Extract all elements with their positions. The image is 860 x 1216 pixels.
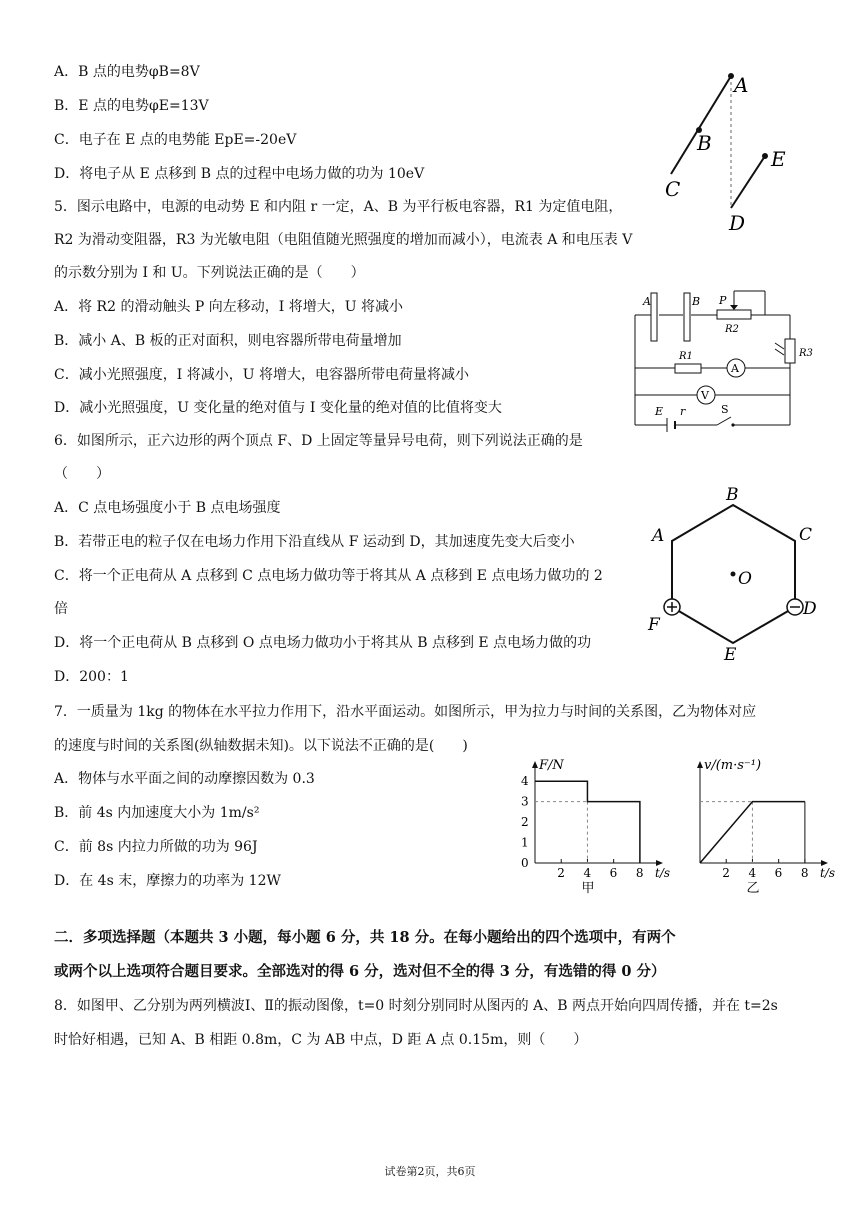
- label-c: C: [665, 177, 681, 201]
- chart-force-time: [515, 755, 675, 895]
- q5-option-a: A．将 R2 的滑动触头 P 向左移动，I 将增大，U 将减小: [54, 299, 404, 315]
- label-s: S: [721, 403, 729, 416]
- section-2-heading-line1: 二．多项选择题（本题共 3 小题，每小题 6 分，共 18 分。在每小题给出的四个选项中，有两个: [54, 929, 676, 946]
- label-e: E: [724, 645, 737, 665]
- q7-stem-2: 的速度与时间的关系图(纵轴数据未知)。以下说法不正确的是( ): [54, 738, 468, 754]
- q6-hexagon-figure: [640, 478, 830, 668]
- label-voltmeter: V: [701, 389, 709, 402]
- q7-option-b: B．前 4s 内加速度大小为 1m/s²: [54, 805, 260, 821]
- q6-option-b: B．若带正电的粒子仅在电场力作用下沿直线从 F 运动到 D，其加速度先变大后变小: [54, 534, 575, 550]
- q6-stem-1: 6．如图所示，正六边形的两个顶点 F、D 上固定等量异号电荷，则下列说法正确的是: [54, 433, 583, 449]
- x-tick-label: 8: [800, 866, 809, 880]
- q7-stem-1: 7．一质量为 1kg 的物体在水平拉力作用下，沿水平面运动。如图所示，甲为拉力与时间的关系图，乙为物体对应: [54, 704, 757, 720]
- x-tick-label: 6: [609, 866, 618, 880]
- resistor-r2: [717, 310, 751, 319]
- q4-option-d: D．将电子从 E 点移到 B 点的过程中电场力做的功为 10eV: [54, 166, 425, 182]
- q5-stem-2: R2 为滑动变阻器，R3 为光敏电阻（电阻值随光照强度的增加而减小），电流表 A 和电压表 V: [54, 232, 633, 248]
- chart-caption: 甲: [581, 881, 595, 895]
- label-d: D: [729, 211, 746, 235]
- label-r2: R2: [725, 324, 739, 335]
- q4-option-b: B．E 点的电势φE=13V: [54, 98, 209, 114]
- label-r1: R1: [679, 351, 693, 362]
- section-2-heading-line2: 或两个以上选项符合题目要求。全部选对的得 6 分，选对但不全的得 3 分，有选错的得 0 分）: [54, 963, 666, 980]
- q8-stem-1: 8．如图甲、乙分别为两列横波Ⅰ、Ⅱ的振动图像，t=0 时刻分别同时从图丙的 A、B 两点开始向四周传播，并在 t=2s: [54, 998, 778, 1014]
- y-tick-label: 3: [521, 794, 529, 809]
- q6-extra-option: D．200：1: [54, 669, 129, 685]
- label-r3: R3: [799, 348, 813, 359]
- y-tick-label: 1: [521, 835, 529, 850]
- q7-option-a: A．物体与水平面之间的动摩擦因数为 0.3: [54, 771, 315, 787]
- y-axis-arrow-icon: [697, 761, 703, 768]
- x-tick-label: 8: [635, 866, 644, 880]
- resistor-r3: [785, 339, 795, 363]
- label-a: A: [652, 526, 665, 546]
- y-axis-arrow-icon: [532, 761, 538, 768]
- y-axis-label: v/(m·s⁻¹): [704, 758, 762, 773]
- q7-option-c: C．前 8s 内拉力所做的功为 96J: [54, 839, 258, 855]
- q4-option-a: A．B 点的电势φB=8V: [54, 64, 200, 80]
- switch-icon: [717, 417, 731, 425]
- label-b: B: [697, 131, 712, 155]
- y-tick-label: 2: [521, 815, 529, 830]
- q6-option-a: A．C 点电场强度小于 B 点电场强度: [54, 500, 281, 516]
- label-e: E: [771, 147, 786, 171]
- q6-option-d: D．将一个正电荷从 B 点移到 O 点电场力做功小于将其从 B 点移到 E 点电场力做的功: [54, 635, 592, 651]
- label-e: E: [655, 405, 664, 418]
- capacitor-plate-b: [684, 293, 690, 341]
- x-tick-label: 6: [774, 866, 783, 880]
- line-de: [731, 156, 765, 208]
- q5-option-c: C．减小光照强度，I 将减小，U 将增大，电容器所带电荷量将减小: [54, 367, 469, 383]
- point-o: [731, 572, 736, 577]
- y-axis-label: F/N: [539, 758, 564, 773]
- light-arrow-icon: [775, 343, 784, 349]
- q4-figure: [655, 62, 795, 242]
- page-footer: 试卷第2页，共6页: [384, 1165, 476, 1178]
- q6-option-c-line2: 倍: [54, 601, 68, 617]
- chart-velocity-time: [680, 755, 835, 895]
- slider-arrow-icon: [730, 305, 738, 310]
- label-plate-a: A: [643, 295, 651, 308]
- q4-option-c: C．电子在 E 点的电势能 EpE=-20eV: [54, 132, 297, 148]
- q6-stem-2: （ ）: [54, 466, 110, 482]
- label-plate-b: B: [692, 295, 701, 308]
- resistor-r1: [675, 364, 701, 373]
- q5-stem-3: 的示数分别为 I 和 U。下列说法正确的是（ ）: [54, 265, 365, 281]
- label-d: D: [803, 599, 817, 619]
- label-a: A: [734, 73, 749, 97]
- capacitor-plate-a: [651, 293, 657, 341]
- line-ac: [671, 76, 731, 174]
- label-o: O: [738, 569, 752, 589]
- label-b: B: [726, 485, 739, 505]
- x-axis-label: t/s: [655, 866, 671, 880]
- label-f: F: [648, 615, 660, 635]
- label-p: P: [719, 294, 727, 307]
- x-tick-label: 4: [583, 866, 592, 880]
- x-tick-label: 4: [748, 866, 757, 880]
- q5-circuit-figure: [625, 285, 835, 435]
- q8-stem-2: 时恰好相遇，已知 A、B 相距 0.8m，C 为 AB 中点，D 距 A 点 0.15m，则（ ）: [54, 1032, 588, 1048]
- x-tick-label: 2: [557, 866, 565, 880]
- label-r: r: [680, 405, 686, 418]
- q5-option-d: D．减小光照强度，U 变化量的绝对值与 I 变化量的绝对值的比值将变大: [54, 400, 502, 416]
- q7-option-d: D．在 4s 末，摩擦力的功率为 12W: [54, 873, 281, 889]
- y-tick-label: 4: [521, 774, 529, 789]
- q5-option-b: B．减小 A、B 板的正对面积，则电容器所带电荷量增加: [54, 333, 402, 349]
- y-tick-label: 0: [521, 856, 529, 870]
- point-e: [762, 153, 768, 159]
- label-ammeter: A: [731, 362, 739, 375]
- label-c: C: [799, 525, 813, 545]
- q5-stem-1: 5．图示电路中，电源的电动势 E 和内阻 r 一定，A、B 为平行板电容器，R1 为定值电阻，: [54, 199, 623, 215]
- chart-caption: 乙: [746, 881, 760, 895]
- x-axis-label: t/s: [820, 866, 835, 880]
- q6-option-c-line1: C．将一个正电荷从 A 点移到 C 点电场力做功等于将其从 A 点移到 E 点电场力做功的 2: [54, 568, 603, 584]
- x-tick-label: 2: [722, 866, 730, 880]
